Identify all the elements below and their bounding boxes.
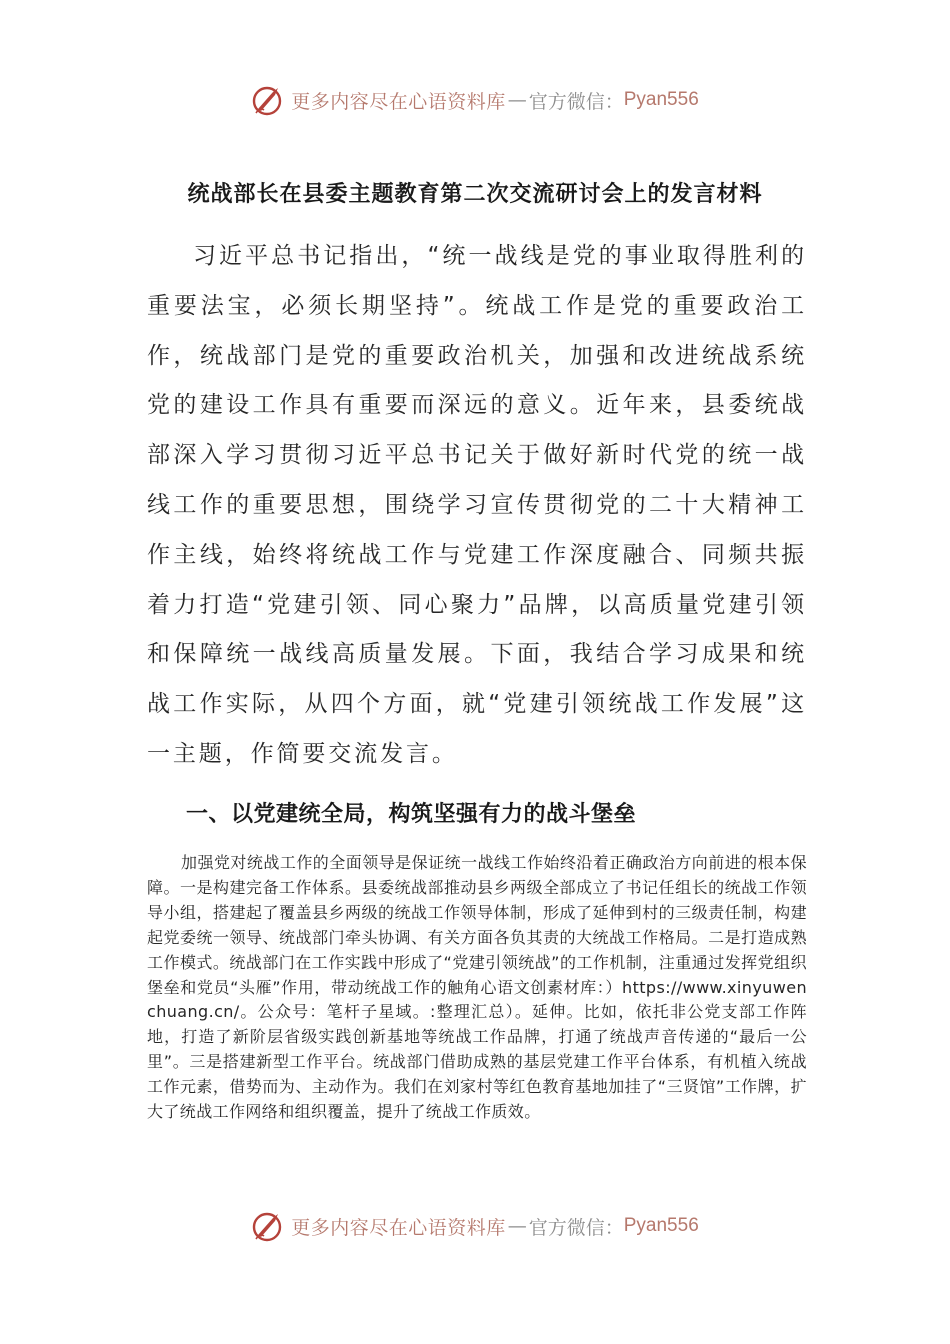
footer-banner [0,1206,950,1246]
document-title: 统战部长在县委主题教育第二次交流研讨会上的发言材料 [187,182,763,207]
footer-contact-handle: Pyan556 [623,1215,699,1236]
header-separator: — [507,89,527,111]
header-promo-text: 更多内容尽在心语资料库 [291,90,506,113]
footer-separator: — [507,1215,527,1237]
pen-logo-icon [251,83,285,117]
header-banner [0,80,950,120]
header-contact-label: 官方微信： [528,90,624,113]
pen-logo-icon [251,1209,285,1243]
section-1-body: 加强党对统战工作的全面领导是保证统一战线工作始终沿着正确政治方向前进的根本保障。一是构建完备工作体系。县委统战部推动县乡两级全部成立了书记任组长的统战工作领导小组，搭建起了覆盖县乡两级的统战工作领导体制，形成了延伸到村的三级责任制，构建起党委统一领导、统战部门牵头协调、有关方面各负其责的大统战工作格局。二是打造成熟工作模式。统战部门在工作实践中形成了“党建引领统战”的工作机制，注重通过发挥党组织堡垒和党员“头雁”作用，带动统战工作的触角心语文创素材库：）https://www.xinyuwenchuang.cn/。公众号：笔杆子星域。:整理汇总）。延伸。比如，依托非公党支部工作阵地，打造了新阶层省级实践创新基地等统战工作品牌，打通了统战声音传递的“最后一公里”。三是搭建新型工作平台。统战部门借助成熟的基层党建工作平台体系，有机植入统战工作元素，借势而为、主动作为。我们在刘家村等红色教育基地加挂了“三贤馆”工作牌，扩大了统战工作网络和组织覆盖，提升了统战工作质效。 [147,853,807,1122]
section-1-heading: 一、以党建统全局，构筑坚强有力的战斗堡垒 [186,802,637,827]
footer-promo-text: 更多内容尽在心语资料库 [291,1216,506,1239]
header-contact-handle: Pyan556 [623,89,699,110]
footer-contact-label: 官方微信： [528,1216,624,1239]
intro-paragraph: 习近平总书记指出，“统一战线是党的事业取得胜利的重要法宝，必须长期坚持”。统战工作是党的重要政治工作，统战部门是党的重要政治机关，加强和改进统战系统党的建设工作具有重要而深远的意义。近年来，县委统战部深入学习贯彻习近平总书记关于做好新时代党的统一战线工作的重要思想，围绕学习宣传贯彻党的二十大精神工作主线，始终将统战工作与党建工作深度融合、同频共振着力打造“党建引领、同心聚力”品牌，以高质量党建引领和保障统一战线高质量发展。下面，我结合学习成果和统战工作实际，从四个方面，就“党建引领统战工作发展”这一主题，作简要交流发言。 [147,243,807,767]
